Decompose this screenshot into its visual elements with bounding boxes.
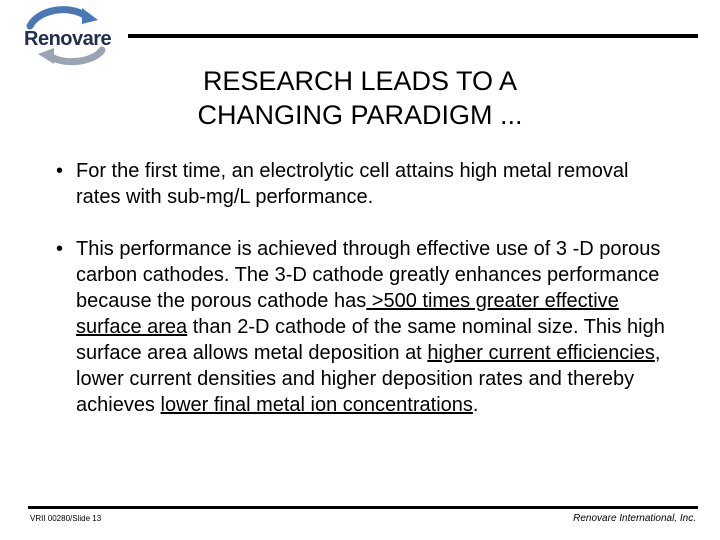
company-name: Renovare International, Inc. — [573, 513, 696, 524]
bullet-marker: • — [56, 160, 64, 182]
bullet-1-text: For the first time, an electrolytic cell attains high metal removal rates with sub-mg/L performance. — [76, 160, 629, 208]
renovare-logo — [20, 4, 120, 66]
title-line-1: RESEARCH LEADS TO A — [202, 66, 518, 96]
bullet-2-text-part-1: This performance is achieved through effective use of 3 -D porous carbon cathodes. The 3-D cathode greatly enhances performance because the porous cathode has — [76, 238, 661, 312]
underlined-current-efficiencies: higher current efficiencies — [427, 342, 655, 364]
underlined-final-concentrations: lower final metal ion concentrations — [160, 394, 473, 416]
bottom-divider — [28, 506, 698, 509]
top-divider — [128, 34, 698, 38]
underlined-surface-area: >500 times greater effective surface area — [76, 290, 619, 338]
bullet-item-2 — [56, 236, 676, 418]
bullet-2-text-part-4: . — [472, 394, 479, 416]
title-line-2: CHANGING PARADIGM ... — [197, 100, 523, 130]
bullet-marker: • — [56, 238, 64, 260]
bullet-item-1 — [56, 158, 676, 210]
slide-title — [100, 64, 620, 132]
slide-id: VRII 00280/Slide 13 — [30, 514, 102, 523]
logo-text: Renovare — [24, 28, 112, 50]
bullet-2-text-part-2: than 2-D cathode of the same nominal size. This high surface area allows metal deposition at — [76, 316, 665, 364]
bullet-2-text-part-3: , lower current densities and higher deposition rates and thereby achieves — [76, 342, 661, 416]
bullet-list — [56, 158, 676, 418]
